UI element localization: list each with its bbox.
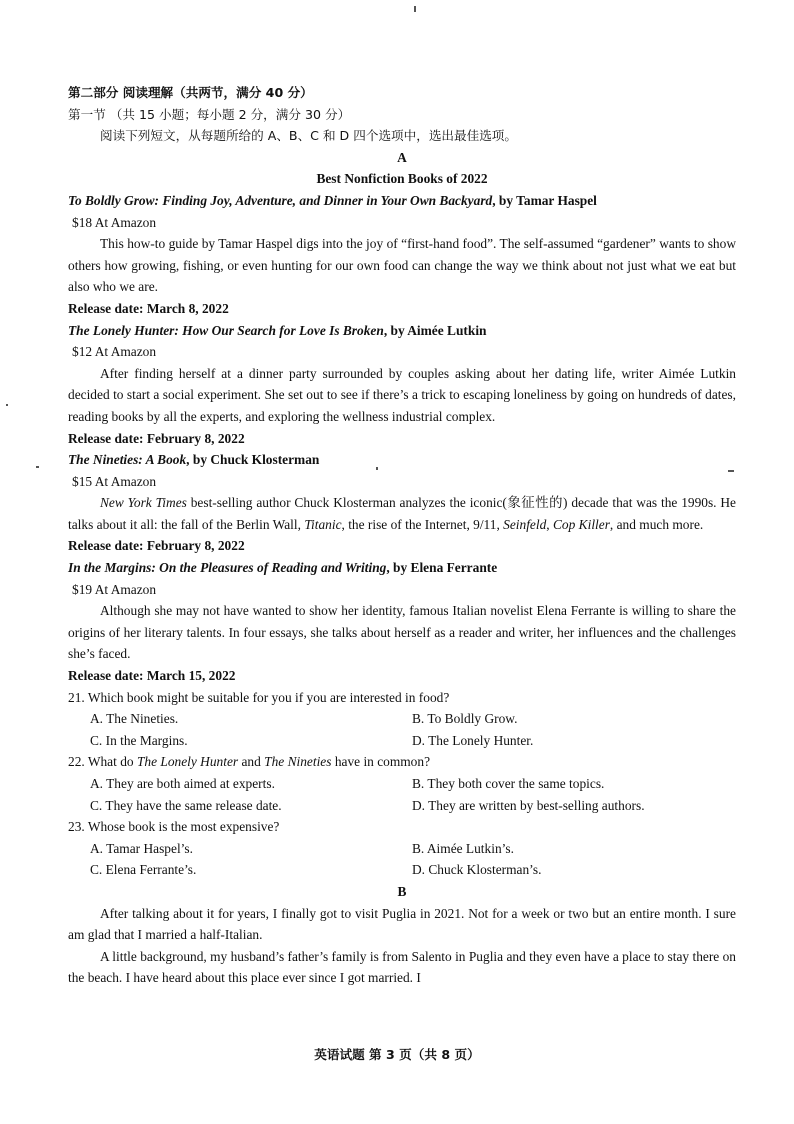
- stem-text: 22. What do: [68, 754, 137, 770]
- book-reference: The Nineties: [264, 754, 332, 770]
- passage-paragraph: After talking about it for years, I finally got to visit Puglia in 2021. Not for a week or two but an entire month. I sure am glad that I married a half-Italian.: [68, 905, 736, 943]
- work-title: Cop Killer: [553, 516, 610, 532]
- stem-text: have in common?: [331, 754, 431, 770]
- newspaper-name: New York Times: [100, 495, 187, 511]
- question-stem: [68, 751, 736, 773]
- book-price: $15 At Amazon: [72, 473, 157, 489]
- option-d: D. The Lonely Hunter.: [412, 732, 534, 748]
- scan-speck: [36, 466, 39, 468]
- option-b: B. Aimée Lutkin’s.: [412, 840, 514, 856]
- book-title: The Lonely Hunter: How Our Search for Love Is Broken: [68, 322, 384, 338]
- book-title: The Nineties: A Book: [68, 452, 187, 468]
- option-c: C. In the Margins.: [90, 732, 188, 748]
- book-author: , by Tamar Haspel: [492, 192, 597, 208]
- option-d: D. Chuck Klosterman’s.: [412, 862, 542, 878]
- exam-page: [68, 82, 736, 989]
- book-price: $12 At Amazon: [72, 344, 157, 360]
- option-c: C. They have the same release date.: [90, 797, 282, 813]
- book-author: , by Elena Ferrante: [386, 560, 498, 576]
- book-description: After finding herself at a dinner party surrounded by couples asking about her dating life, writer Aimée Lutkin decided to start a social experiment. She set out to see if there’s a trick to escaping loneliness by going on hundreds of dates, reading books by all the experts, and exploring the wellness industrial complex.: [68, 365, 736, 424]
- book-price: $19 At Amazon: [72, 581, 157, 597]
- book-description: This how-to guide by Tamar Haspel digs into the joy of “first-hand food”. The self-assumed “gardener” wants to show others how growing, fishing, or even hunting for our own food can change the way we think about not just what we eat but also who we are.: [68, 236, 736, 295]
- instruction: 阅读下列短文，从每题所给的 A、B、C 和 D 四个选项中，选出最佳选项。: [100, 128, 517, 144]
- passage-a-letter: A: [397, 149, 407, 165]
- release-date: Release date: March 15, 2022: [68, 668, 236, 684]
- passage-paragraph: A little background, my husband’s father’s family is from Salento in Puglia and they even have a place to stay there on the beach. I have heard about this place ever since I got married. I: [68, 948, 736, 986]
- book-title: In the Margins: On the Pleasures of Reading and Writing: [68, 560, 387, 576]
- question-options: [68, 838, 736, 881]
- description-text: best-selling author Chuck Klosterman analyzes the iconic(象征性的) decade that was the 1990s. He talks about it all: the fall of the Berlin Wall,: [68, 495, 737, 532]
- book-description: [68, 492, 736, 535]
- book-author: , by Chuck Klosterman: [186, 452, 320, 468]
- description-text: , and much more.: [609, 516, 704, 532]
- passage-b-letter: B: [397, 883, 407, 899]
- scan-speck: [728, 470, 734, 472]
- release-date: Release date: March 8, 2022: [68, 300, 229, 316]
- section-subtitle: 第一节 （共 15 小题；每小题 2 分，满分 30 分）: [68, 106, 351, 122]
- work-title: Seinfeld: [503, 516, 547, 532]
- scan-speck: [414, 6, 416, 12]
- question-options: [68, 773, 736, 816]
- book-author: , by Aimée Lutkin: [383, 322, 487, 338]
- option-b: B. They both cover the same topics.: [412, 776, 605, 791]
- scan-speck: [376, 467, 378, 470]
- book-title-line: [68, 557, 736, 579]
- passage-a-heading: Best Nonfiction Books of 2022: [316, 171, 488, 187]
- description-text: , the rise of the Internet, 9/11,: [341, 516, 504, 532]
- option-b: B. To Boldly Grow.: [412, 711, 518, 727]
- release-date: Release date: February 8, 2022: [68, 430, 245, 446]
- book-reference: The Lonely Hunter: [136, 754, 239, 770]
- question-options: [68, 708, 736, 751]
- option-a: A. They are both aimed at experts.: [90, 776, 275, 791]
- book-price: $18 At Amazon: [72, 214, 157, 230]
- option-a: A. Tamar Haspel’s.: [90, 840, 193, 856]
- description-text: ,: [546, 516, 553, 532]
- question-stem: 23. Whose book is the most expensive?: [68, 819, 280, 835]
- part-title: 第二部分 阅读理解（共两节，满分 40 分）: [68, 85, 313, 100]
- stem-text: and: [238, 754, 265, 770]
- work-title: Titanic: [304, 516, 342, 532]
- option-d: D. They are written by best-selling authors.: [412, 797, 645, 813]
- book-title: To Boldly Grow: Finding Joy, Adventure, and Dinner in Your Own Backyard: [68, 192, 493, 208]
- book-title-line: [68, 320, 736, 342]
- option-a: A. The Nineties.: [90, 711, 179, 727]
- page-footer: 英语试题 第 3 页（共 8 页）: [314, 1047, 480, 1062]
- book-title-line: [68, 449, 736, 471]
- book-title-line: [68, 190, 736, 212]
- question-stem: 21. Which book might be suitable for you if you are interested in food?: [68, 689, 450, 705]
- option-c: C. Elena Ferrante’s.: [90, 862, 197, 878]
- release-date: Release date: February 8, 2022: [68, 538, 245, 554]
- book-description: Although she may not have wanted to show her identity, famous Italian novelist Elena Ferrante is willing to share the origins of her literary talents. In four essays, she talks about herself as a reader and writer, her influences and the challenges she’s faced.: [68, 603, 736, 662]
- scan-speck: [6, 404, 8, 406]
